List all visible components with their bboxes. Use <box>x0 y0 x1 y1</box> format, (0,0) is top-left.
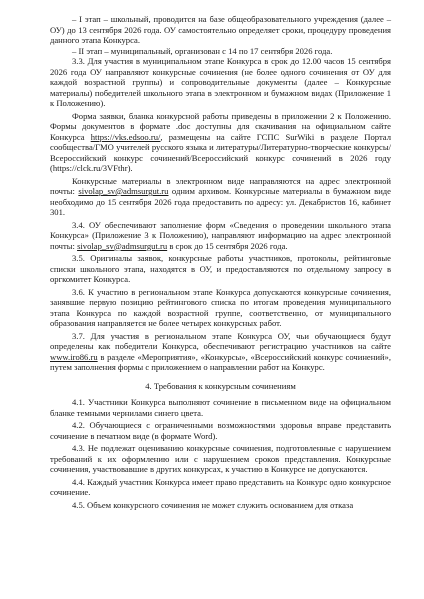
paragraph-materials-text-1: Конкурсные материалы в электронном виде направляются на адрес электронной почты: <box>50 175 391 196</box>
paragraph-3-4 <box>50 220 391 252</box>
paragraph-3-7-text-2: в разделе «Мероприятия», «Конкурсы», «Всероссийский конкурс сочинений», путем заполнения формы с приложением о направлении работ на Конкурс. <box>50 351 391 372</box>
paragraph-3-7-text-1: 3.7. Для участия в региональном этапе Конкурса ОУ, чьи обучающиеся будут определены как победители Конкурса, обеспечивают регистрацию участников на сайте <box>50 330 391 351</box>
paragraph-4-3: 4.3. Не подлежат оцениванию конкурсные сочинения, подготовленные с нарушением требований к их оформлению или с нарушением сроков представления. Конкурсные сочинения, участвовавшие в других конкурсах, к участию в Конкурсе не допускаются. <box>50 443 391 474</box>
section-4-heading: 4. Требования к конкурсным сочинениям <box>145 380 296 391</box>
email-link[interactable]: sivolap_sv@admsurgut.ru <box>77 240 168 251</box>
paragraph-3-4-text-2: в срок до 15 сентября 2026 года. <box>167 240 288 251</box>
paragraph-stage-2: – II этап – муниципальный, организован с 14 по 17 сентября 2026 года. <box>72 45 333 56</box>
paragraph-forms <box>50 111 391 174</box>
paragraph-3-6: 3.6. К участию в региональном этапе Конкурса допускаются конкурсные сочинения, занявшие первую позицию рейтингового списка по итогам проведения муниципального этапа Конкурса по каждой возрастной группе, соответственно, от муниципального образования направляется не более четырех конкурсных работ. <box>50 286 391 328</box>
paragraph-3-7 <box>50 331 391 373</box>
paragraph-forms-text-2: , размещены на сайте ГСПС SurWiki в разделе Портал сообщества/ГМО учителей русского языка и литературы/Литературно-творческие конкурсы/Всероссийский конкурс сочинений/Всероссийский конкурс сочинений в 2026 году (https://clck.ru/3VFthr). <box>50 131 391 173</box>
iro-site-link[interactable]: www.iro86.ru <box>50 351 98 362</box>
paragraph-4-5: 4.5. Объем конкурсного сочинения не может служить основанием для отказа <box>72 499 354 510</box>
paragraph-forms-text-1: Форма заявки, бланка конкурсной работы приведены в приложении 2 к Положению. Формы документов в формате .doc доступны для скачивания на официальном сайте Конкурса <box>50 110 391 142</box>
paragraph-materials-text-2: одним архивом. Конкурсные материалы в бумажном виде необходимо до 15 сентября 2026 года предоставить по адресу: ул. Декабристов 16, кабинет 301. <box>50 186 391 217</box>
paragraph-3-5: 3.5. Оригиналы заявок, конкурсные работы участников, протоколы, рейтинговые списки школьного этапа, находятся в ОУ, и предоставляются по отдельному запросу в оргкомитет Конкурса. <box>50 253 391 284</box>
paragraph-4-4: 4.4. Каждый участник Конкурса имеет право представить на Конкурс одно конкурсное сочинение. <box>50 476 391 497</box>
email-link[interactable]: sivolap_sv@admsurgut.ru <box>78 186 169 196</box>
site-link[interactable]: https://vks.edsoo.ru/ <box>90 131 161 142</box>
paragraph-stage-1: – I этап – школьный, проводится на базе общеобразовательного учреждения (далее – ОУ) до 13 сентября 2026 года. ОУ самостоятельно определяет сроки, процедуру проведения данного этапа Конкурса. <box>50 14 391 45</box>
paragraph-materials <box>50 176 391 218</box>
paragraph-4-2: 4.2. Обучающиеся с ограниченными возможностями здоровья вправе представить сочинение в печатном виде (в формате Word). <box>50 420 391 441</box>
paragraph-4-1: 4.1. Участники Конкурса выполняют сочинение в письменном виде на официальном бланке темными чернилами синего цвета. <box>50 397 391 418</box>
paragraph-3-4-text-1: 3.4. ОУ обеспечивают заполнение форм «Сведения о проведении школьного этапа Конкурса» (Приложение 3 к Положению), направляют информацию на адрес электронной почты: <box>50 219 391 251</box>
paragraph-3-3: 3.3. Для участия в муниципальном этапе Конкурса в срок до 12.00 часов 15 сентября 2026 года ОУ направляют конкурсные сочинения (не более одного сочинения от ОУ для каждой возрастной группы) и сопроводительные документы (далее – Конкурсные материалы) победителей школьного этапа в электронном и бумажном видах (Приложение 1 к Положению). <box>50 56 391 108</box>
